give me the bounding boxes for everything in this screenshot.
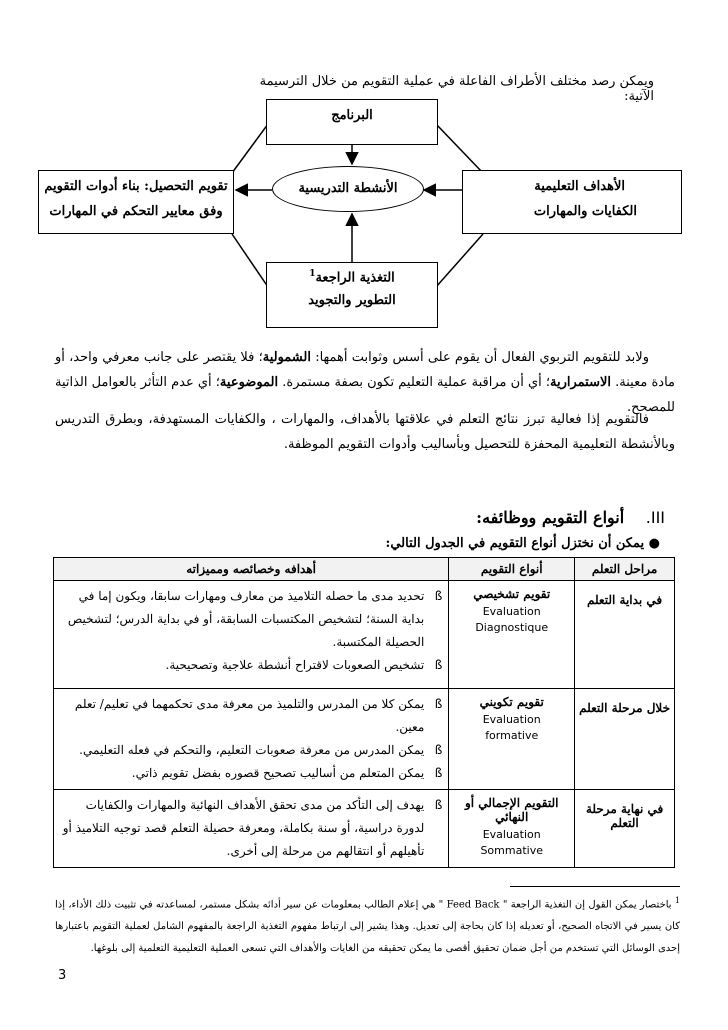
goal-item	[60, 693, 442, 739]
goal-marker: ß	[434, 658, 443, 672]
goals-cell	[54, 790, 449, 868]
goal-marker: ß	[434, 697, 443, 711]
table-intro-bullet	[340, 536, 660, 551]
footnote-text: باختصار يمكن القول إن التغذية الراجعة " Feed Back " هي إعلام الطالب بمعلومات عن سير أدائه بشكل مستمر، لمساعدته في تثبيت ذلك الأداء، إذا كان يسير في الاتجاه الصحيح، أو تعديله إذا كان بحاجة إلى تعديل. وهذا يشير إلى ارتباط مفهوم التغذية الراجعة بالمفهوم الشامل لعملية التقويم باعتبارها إحدى الوسائل التي تستخدم من أجل ضمان تحقيق أقصى ما يمكن تحقيقه من الغايات والأهداف التي تسعى العملية التعليمية التعلمية إلى بلوغها.	[55, 899, 680, 955]
goals-cell	[54, 581, 449, 689]
type-french-1: Evaluation	[482, 713, 541, 726]
type-arabic: التقويم الإجمالي أو النهائي	[464, 796, 559, 824]
feedback-line2: التطوير والتجويد	[308, 293, 396, 309]
achievement-evaluation-box	[38, 170, 234, 234]
objectives-box	[462, 170, 682, 234]
type-french-2: formative	[485, 729, 539, 742]
table-header-row	[54, 558, 675, 581]
feedback-line1	[267, 263, 437, 285]
goal-text: يمكن كلا من المدرس والتلميذ من معرفة مدى تحكمهما في تعليم/ تعلم معين.	[74, 697, 425, 734]
goal-text: تشخيص الصعوبات لاقتراح أنشطة علاجية وتصحيحية.	[165, 658, 425, 672]
page-number: 3	[58, 968, 67, 983]
evaluation-types-table	[53, 557, 675, 868]
header-learning-stages: مراحل التعلم	[575, 558, 675, 581]
line-achievement-to-program	[232, 124, 268, 173]
stage-cell: في بداية التعلم	[575, 581, 675, 689]
p1-text-1: ولابد للتقويم التربوي الفعال أن يقوم على أسس وثوابت أهمها:	[310, 350, 649, 365]
teaching-activities-ellipse	[272, 166, 424, 212]
stage-cell: في نهاية مرحلة التعلم	[575, 790, 675, 868]
paragraph-evaluation-summary: فالتقويم إذا فعالية تبرز نتائج التعلم في علاقتها بالأهداف، والمهارات ، والكفايات المستهدفة، وبطرق التدريس وبالأنشطة التعليمية المحفزة للتحصيل وبأساليب وأدوات التقويم الموظفة.	[55, 412, 675, 452]
achievement-line2: وفق معايير التحكم في المهارات	[49, 204, 223, 219]
line-program-to-objectives	[436, 124, 483, 173]
goals-cell	[54, 689, 449, 790]
table-row	[54, 689, 675, 790]
goal-item	[60, 762, 442, 785]
footnote-number: 1	[674, 896, 680, 905]
goal-text: يهدف إلى التأكد من مدى تحقق الأهداف النهائية والمهارات والكفايات لدورة دراسية، أو سنة بكاملة، ومعرفة حصيلة التعلم قصد توجيه التلاميذ أو تأهيلهم أو انتقالهم من مرحلة إلى أخرى.	[62, 798, 425, 858]
goal-marker: ß	[434, 798, 443, 812]
goal-marker: ß	[434, 589, 443, 603]
objectives-line2: الكفايات والمهارات	[533, 204, 637, 219]
type-cell	[449, 581, 575, 689]
feedback-footnote-ref[interactable]: 1	[309, 269, 316, 279]
term-continuity: الاستمرارية	[550, 375, 612, 390]
program-label: البرنامج	[331, 108, 373, 123]
header-evaluation-types: أنواع التقويم	[449, 558, 575, 581]
type-arabic: تقويم تكويني	[479, 695, 544, 709]
line-achievement-to-feedback	[232, 234, 268, 287]
type-arabic: تقويم تشخيصي	[473, 587, 551, 601]
p1-text-3: ؛ أي أن مراقبة عملية التعليم تكون بصفة مستمرة.	[278, 375, 550, 390]
stage-cell: خلال مرحلة التعلم	[575, 689, 675, 790]
p1-text-4: ؛ أي عدم التأثر بالعوامل الذاتية للمصحح.	[54, 375, 675, 415]
type-french-1: Evaluation	[482, 828, 541, 841]
goal-marker: ß	[434, 766, 443, 780]
footnote	[55, 890, 680, 960]
section-heading	[365, 508, 665, 527]
type-cell	[449, 689, 575, 790]
p1-text-2: ؛ فلا يقتصر على جانب معرفي واحد، أو مادة معينة.	[55, 350, 675, 390]
section-title: أنواع التقويم ووظائفه:	[476, 508, 625, 527]
goal-text: يمكن المدرس من معرفة صعوبات التعليم، والتحكم في فعله التعليمي.	[79, 743, 425, 757]
program-box	[266, 99, 438, 145]
feedback-box	[266, 262, 438, 328]
bullet-text: يمكن أن نختزل أنواع التقويم في الجدول التالي:	[385, 536, 645, 551]
footnote-separator	[510, 886, 680, 887]
teaching-activities-label: الأنشطة التدريسية	[298, 181, 398, 196]
type-french-2: Sommative	[480, 844, 543, 857]
goal-item	[60, 739, 442, 762]
goal-item	[60, 585, 442, 654]
diagram-intro: ويمكن رصد مختلف الأطراف الفاعلة في عملية التقويم من خلال الترسيمة الآتية:	[259, 74, 654, 104]
type-french-2: Diagnostique	[475, 621, 549, 634]
goal-item	[60, 654, 442, 677]
goal-marker: ß	[434, 743, 443, 757]
bullet-mark: ●	[648, 536, 660, 551]
type-cell	[449, 790, 575, 868]
type-french-1: Evaluation	[482, 605, 541, 618]
goal-text: يمكن المتعلم من أساليب تصحيح قصوره بفضل تقويم ذاتي.	[131, 766, 425, 780]
achievement-line1	[39, 171, 233, 194]
achievement-line1-bold: تقويم التحصيل:	[144, 179, 228, 194]
section-number: III.	[645, 508, 665, 527]
objectives-line1: الأهداف التعليمية	[534, 179, 625, 194]
header-goals-features: أهدافه وخصائصه ومميزاته	[54, 558, 449, 581]
term-comprehensiveness: الشمولية	[262, 350, 311, 365]
line-feedback-to-objectives	[436, 234, 483, 287]
term-objectivity: الموضوعية	[219, 375, 279, 390]
goal-item	[60, 794, 442, 863]
goal-text: تحديد مدى ما حصله التلاميذ من معارف ومهارات سابقا، ويكون إما في بداية السنة؛ لتشخيص المكتسبات السابقة، أو في بداية الدرس؛ لتشخيص الحصيلة المكتسبة.	[67, 589, 425, 649]
table-row	[54, 581, 675, 689]
table-row	[54, 790, 675, 868]
achievement-line1-rest: بناء أدوات التقويم	[44, 179, 145, 194]
feedback-label: التغذية الراجعة	[315, 270, 395, 286]
